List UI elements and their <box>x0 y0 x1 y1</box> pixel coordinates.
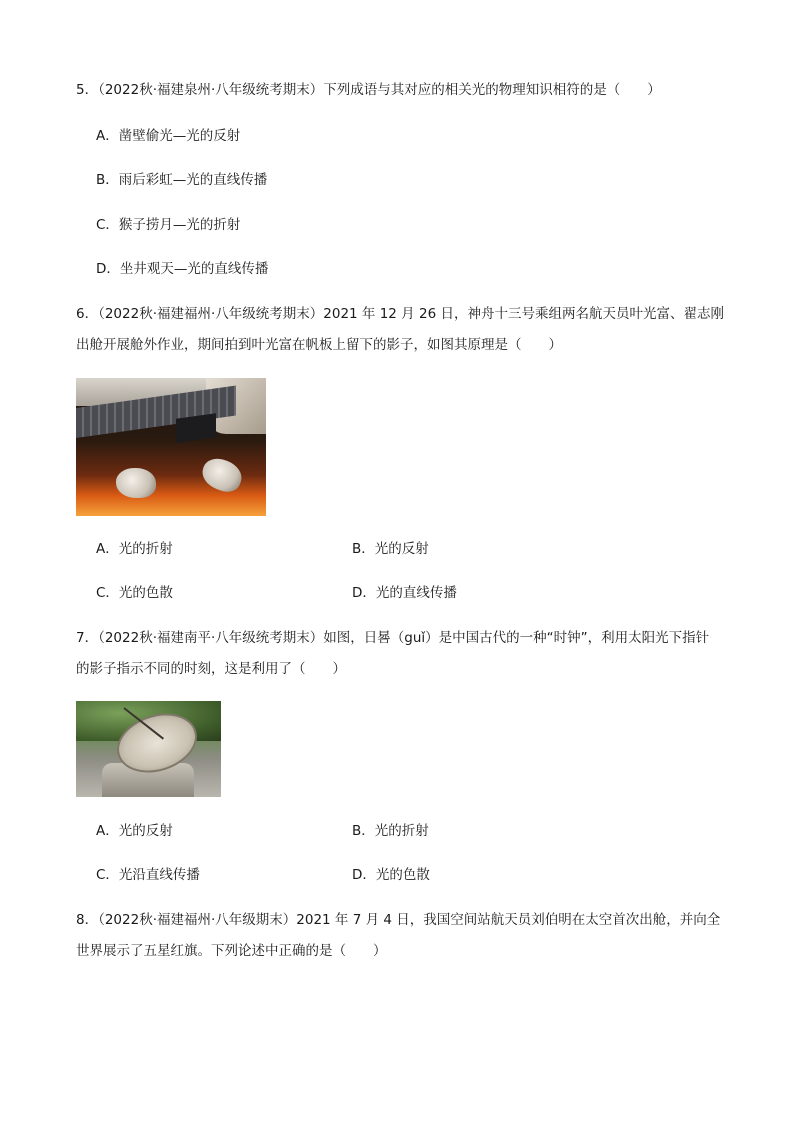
spacewalk-photo <box>76 378 266 516</box>
question-7-option-b: B．光的折射 <box>352 823 429 839</box>
question-7-stem-line2: 的影子指示不同的时刻，这是利用了（ ） <box>76 661 346 677</box>
question-7-option-d: D．光的色散 <box>352 867 430 883</box>
astronaut-figure-1 <box>116 468 156 498</box>
question-6-stem-line2: 出舱开展舱外作业，期间拍到叶光富在帆板上留下的影子，如图其原理是（ ） <box>76 337 562 353</box>
question-5-option-c: C．猴子捞月—光的折射 <box>96 217 241 233</box>
astronaut-figure-2 <box>198 454 246 496</box>
question-6-option-c: C．光的色散 <box>96 585 173 601</box>
question-6-option-a: A．光的折射 <box>96 541 173 557</box>
question-6-stem-line1: 6．（2022秋·福建福州·八年级统考期末）2021 年 12 月 26 日，神舟十三号乘组两名航天员叶光富、翟志刚 <box>76 306 724 322</box>
astronaut-shadow <box>176 413 216 443</box>
question-6-option-d: D．光的直线传播 <box>352 585 457 601</box>
question-5-option-d: D．坐井观天—光的直线传播 <box>96 261 269 277</box>
question-7-option-a: A．光的反射 <box>96 823 173 839</box>
question-6-option-b: B．光的反射 <box>352 541 429 557</box>
question-8-stem-line2: 世界展示了五星红旗。下列论述中正确的是（ ） <box>76 943 387 959</box>
question-8-stem-line1: 8．（2022秋·福建福州·八年级期末）2021 年 7 月 4 日，我国空间站航天员刘伯明在太空首次出舱，并向全 <box>76 912 721 928</box>
question-7-stem-line1: 7．（2022秋·福建南平·八年级统考期末）如图，日晷（guǐ）是中国古代的一种“时钟”，利用太阳光下指针 <box>76 630 710 646</box>
question-5-option-a: A．凿壁偷光—光的反射 <box>96 128 241 144</box>
question-7-option-c: C．光沿直线传播 <box>96 867 200 883</box>
question-5-stem: 5．（2022秋·福建泉州·八年级统考期末）下列成语与其对应的相关光的物理知识相符的是（ ） <box>76 82 661 98</box>
sundial-photo <box>76 701 221 797</box>
question-5-option-b: B．雨后彩虹—光的直线传播 <box>96 172 268 188</box>
